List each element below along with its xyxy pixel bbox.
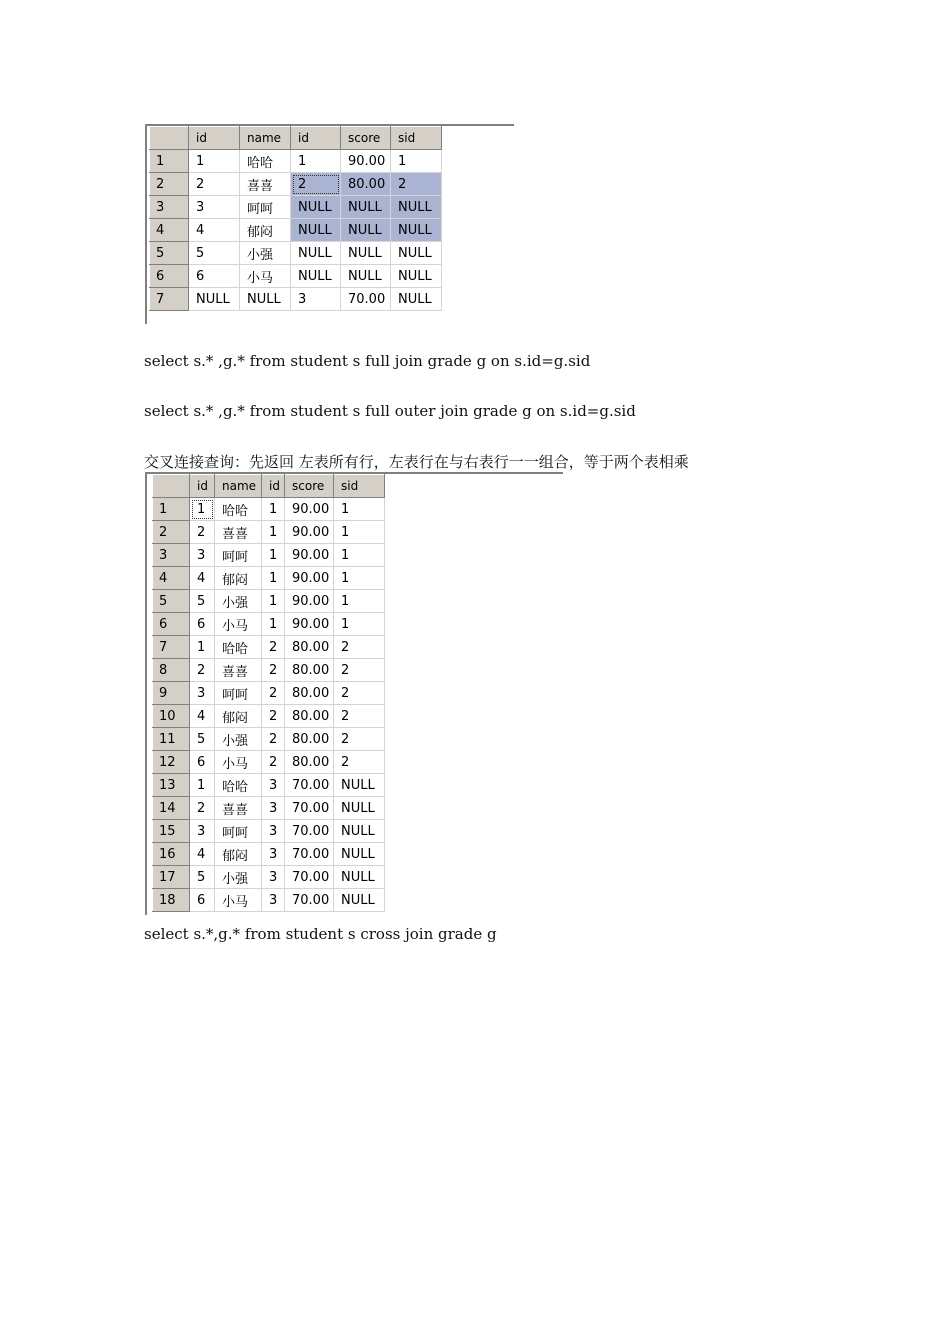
cross-join-sql: select s.*,g.* from student s cross join grade g (144, 925, 497, 943)
table-cell[interactable]: 哈哈 (215, 498, 262, 521)
table-cell[interactable]: 3 (262, 889, 285, 912)
table-cell[interactable]: 4 (190, 567, 215, 590)
table-cell[interactable]: 1 (262, 590, 285, 613)
table-cell[interactable]: 2 (334, 705, 385, 728)
table-row[interactable] (150, 265, 442, 288)
table-row[interactable] (153, 705, 385, 728)
table-row[interactable] (153, 567, 385, 590)
table-cell[interactable]: 70.00 (285, 820, 334, 843)
table-cell[interactable]: 6 (190, 613, 215, 636)
table-cell[interactable]: 小马 (215, 751, 262, 774)
table-cell[interactable]: 喜喜 (215, 659, 262, 682)
table-cell[interactable]: 2 (334, 682, 385, 705)
row-number-cell[interactable]: 9 (153, 682, 190, 705)
table-cell[interactable]: NULL (341, 196, 391, 219)
table-cell[interactable]: NULL (334, 820, 385, 843)
table-cell[interactable]: 小强 (215, 590, 262, 613)
table-cell[interactable]: 2 (262, 705, 285, 728)
table-cell[interactable]: 5 (190, 866, 215, 889)
table-cell[interactable]: 2 (262, 659, 285, 682)
row-number-cell[interactable]: 5 (153, 590, 190, 613)
column-header[interactable]: score (341, 127, 391, 150)
full-join-result-grid (149, 126, 442, 311)
table-cell[interactable]: 小强 (215, 728, 262, 751)
grid2-header-row (153, 475, 385, 498)
table-row[interactable] (153, 544, 385, 567)
table-row[interactable] (153, 682, 385, 705)
table-cell[interactable]: NULL (334, 797, 385, 820)
grid-corner-header[interactable] (153, 475, 190, 498)
table-row[interactable] (153, 636, 385, 659)
table-cell[interactable]: NULL (189, 288, 240, 311)
table-cell[interactable]: 1 (190, 774, 215, 797)
row-number-cell[interactable]: 10 (153, 705, 190, 728)
table-row[interactable] (153, 521, 385, 544)
table-cell[interactable]: 呵呵 (215, 544, 262, 567)
table-cell[interactable]: 2 (190, 521, 215, 544)
table-cell[interactable]: 呵呵 (240, 196, 291, 219)
column-header[interactable]: sid (334, 475, 385, 498)
table-cell[interactable]: 2 (334, 659, 385, 682)
table-row[interactable] (153, 820, 385, 843)
table-cell[interactable]: 1 (262, 544, 285, 567)
table-cell[interactable]: 1 (334, 567, 385, 590)
row-number-cell[interactable]: 3 (153, 544, 190, 567)
table-cell[interactable]: 3 (262, 820, 285, 843)
table-cell[interactable]: 2 (262, 728, 285, 751)
table-cell[interactable]: 2 (262, 636, 285, 659)
table-row[interactable] (153, 774, 385, 797)
table-cell[interactable]: 90.00 (285, 498, 334, 521)
row-number-cell[interactable]: 2 (150, 173, 189, 196)
table-cell[interactable]: 郁闷 (215, 705, 262, 728)
table-row[interactable] (153, 843, 385, 866)
table-cell[interactable]: 80.00 (285, 659, 334, 682)
row-number-cell[interactable]: 7 (150, 288, 189, 311)
full-outer-join-sql: select s.* ,g.* from student s full outer join grade g on s.id=g.sid (144, 402, 636, 420)
table-cell[interactable]: 2 (334, 636, 385, 659)
row-number-cell[interactable]: 7 (153, 636, 190, 659)
cross-join-result-grid (152, 474, 385, 912)
table-cell[interactable]: NULL (291, 196, 341, 219)
table-cell[interactable]: 1 (262, 521, 285, 544)
table-cell[interactable]: 3 (189, 196, 240, 219)
table-cell[interactable]: 2 (189, 173, 240, 196)
table-row[interactable] (150, 288, 442, 311)
row-number-cell[interactable]: 16 (153, 843, 190, 866)
table-cell[interactable]: 4 (190, 843, 215, 866)
table-cell[interactable]: 80.00 (285, 705, 334, 728)
row-number-cell[interactable]: 3 (150, 196, 189, 219)
row-number-cell[interactable]: 12 (153, 751, 190, 774)
table-cell[interactable]: NULL (341, 219, 391, 242)
table-cell[interactable]: 70.00 (285, 797, 334, 820)
table-cell[interactable]: NULL (240, 288, 291, 311)
grid-corner-header[interactable] (150, 127, 189, 150)
table-cell[interactable]: NULL (291, 242, 341, 265)
table-row[interactable] (153, 728, 385, 751)
table-cell[interactable]: 哈哈 (215, 636, 262, 659)
column-header[interactable]: id (291, 127, 341, 150)
table-cell[interactable]: 70.00 (285, 843, 334, 866)
table-cell[interactable]: 1 (190, 498, 215, 521)
table-row[interactable] (150, 196, 442, 219)
table-row[interactable] (153, 797, 385, 820)
table-cell[interactable]: 2 (291, 173, 341, 196)
table-row[interactable] (153, 889, 385, 912)
row-number-cell[interactable]: 13 (153, 774, 190, 797)
row-number-cell[interactable]: 2 (153, 521, 190, 544)
table-cell[interactable]: 3 (262, 866, 285, 889)
table-cell[interactable]: 70.00 (285, 774, 334, 797)
row-number-cell[interactable]: 6 (153, 613, 190, 636)
table-cell[interactable]: 哈哈 (215, 774, 262, 797)
row-number-cell[interactable]: 17 (153, 866, 190, 889)
table-cell[interactable]: 小马 (215, 889, 262, 912)
table-cell[interactable]: 喜喜 (215, 797, 262, 820)
row-number-cell[interactable]: 8 (153, 659, 190, 682)
table-cell[interactable]: NULL (391, 196, 442, 219)
table-cell[interactable]: 80.00 (285, 728, 334, 751)
table-cell[interactable]: 3 (262, 797, 285, 820)
column-header[interactable]: id (189, 127, 240, 150)
table-cell[interactable]: 小马 (215, 613, 262, 636)
table-row[interactable] (153, 590, 385, 613)
table-cell[interactable]: 90.00 (285, 590, 334, 613)
table-cell[interactable]: 90.00 (285, 567, 334, 590)
table-cell[interactable]: 1 (334, 590, 385, 613)
table-cell[interactable]: 3 (291, 288, 341, 311)
table-cell[interactable]: 1 (291, 150, 341, 173)
grid1-left-border (145, 124, 147, 324)
table-cell[interactable]: NULL (334, 889, 385, 912)
table-row[interactable] (153, 659, 385, 682)
table-cell[interactable]: 郁闷 (240, 219, 291, 242)
table-cell[interactable]: 6 (190, 889, 215, 912)
table-row[interactable] (150, 242, 442, 265)
full-join-sql: select s.* ,g.* from student s full join grade g on s.id=g.sid (144, 352, 591, 370)
table-cell[interactable]: 小马 (240, 265, 291, 288)
row-number-cell[interactable]: 15 (153, 820, 190, 843)
table-cell[interactable]: 2 (190, 659, 215, 682)
table-cell[interactable]: 4 (189, 219, 240, 242)
table-cell[interactable]: 1 (262, 613, 285, 636)
table-cell[interactable]: 4 (190, 705, 215, 728)
table-cell[interactable]: NULL (341, 265, 391, 288)
table-cell[interactable]: 1 (190, 636, 215, 659)
table-cell[interactable]: 2 (262, 682, 285, 705)
table-cell[interactable]: 6 (190, 751, 215, 774)
table-cell[interactable]: 3 (190, 544, 215, 567)
table-cell[interactable]: 小强 (215, 866, 262, 889)
table-cell[interactable]: 3 (190, 820, 215, 843)
row-number-cell[interactable]: 1 (153, 498, 190, 521)
column-header[interactable]: sid (391, 127, 442, 150)
row-number-cell[interactable]: 18 (153, 889, 190, 912)
table-row[interactable] (150, 219, 442, 242)
table-cell[interactable]: 小强 (240, 242, 291, 265)
column-header[interactable]: score (285, 475, 334, 498)
column-header[interactable]: name (240, 127, 291, 150)
row-number-cell[interactable]: 5 (150, 242, 189, 265)
table-cell[interactable]: 5 (190, 590, 215, 613)
grid2-left-border (145, 472, 147, 915)
table-cell[interactable]: 80.00 (285, 636, 334, 659)
table-cell[interactable]: NULL (291, 219, 341, 242)
table-cell[interactable]: 6 (189, 265, 240, 288)
cross-join-description: 交叉连接查询：先返回 左表所有行，左表行在与右表行一一组合，等于两个表相乘 (144, 453, 689, 471)
table-cell[interactable]: 郁闷 (215, 843, 262, 866)
table-cell[interactable]: 1 (189, 150, 240, 173)
table-cell[interactable]: 1 (334, 613, 385, 636)
table-cell[interactable]: 1 (262, 567, 285, 590)
row-number-cell[interactable]: 6 (150, 265, 189, 288)
table-cell[interactable]: 90.00 (285, 613, 334, 636)
table-cell[interactable]: NULL (291, 265, 341, 288)
table-cell[interactable]: NULL (334, 866, 385, 889)
table-cell[interactable]: NULL (341, 242, 391, 265)
row-number-cell[interactable]: 11 (153, 728, 190, 751)
table-cell[interactable]: 郁闷 (215, 567, 262, 590)
table-row[interactable] (153, 498, 385, 521)
table-cell[interactable]: 1 (334, 521, 385, 544)
table-cell[interactable]: 2 (334, 751, 385, 774)
table-cell[interactable]: NULL (391, 265, 442, 288)
table-cell[interactable]: 1 (391, 150, 442, 173)
table-cell[interactable]: 80.00 (285, 751, 334, 774)
table-cell[interactable]: 5 (189, 242, 240, 265)
table-cell[interactable]: 70.00 (285, 889, 334, 912)
row-number-cell[interactable]: 4 (150, 219, 189, 242)
grid1-header-row (150, 127, 442, 150)
table-cell[interactable]: 3 (190, 682, 215, 705)
table-cell[interactable]: 2 (262, 751, 285, 774)
row-number-cell[interactable]: 14 (153, 797, 190, 820)
table-cell[interactable]: 80.00 (341, 173, 391, 196)
table-cell[interactable]: NULL (391, 242, 442, 265)
table-cell[interactable]: 喜喜 (240, 173, 291, 196)
table-cell[interactable]: 3 (262, 843, 285, 866)
table-row[interactable] (153, 751, 385, 774)
table-cell[interactable]: NULL (334, 843, 385, 866)
table-cell[interactable]: 70.00 (341, 288, 391, 311)
table-cell[interactable]: 哈哈 (240, 150, 291, 173)
table-row[interactable] (153, 866, 385, 889)
table-cell[interactable]: 90.00 (341, 150, 391, 173)
table-row[interactable] (153, 613, 385, 636)
table-row[interactable] (150, 150, 442, 173)
table-cell[interactable]: 呵呵 (215, 682, 262, 705)
table-cell[interactable]: 1 (262, 498, 285, 521)
table-cell[interactable]: NULL (334, 774, 385, 797)
table-cell[interactable]: 1 (334, 544, 385, 567)
table-cell[interactable]: 80.00 (285, 682, 334, 705)
table-cell[interactable]: 3 (262, 774, 285, 797)
row-number-cell[interactable]: 1 (150, 150, 189, 173)
table-cell[interactable]: 90.00 (285, 521, 334, 544)
table-cell[interactable]: 2 (334, 728, 385, 751)
table-cell[interactable]: 2 (190, 797, 215, 820)
table-cell[interactable]: 呵呵 (215, 820, 262, 843)
column-header[interactable]: name (215, 475, 262, 498)
table-cell[interactable]: 喜喜 (215, 521, 262, 544)
column-header[interactable]: id (262, 475, 285, 498)
table-cell[interactable]: NULL (391, 288, 442, 311)
column-header[interactable]: id (190, 475, 215, 498)
row-number-cell[interactable]: 4 (153, 567, 190, 590)
table-row[interactable] (150, 173, 442, 196)
table-cell[interactable]: 90.00 (285, 544, 334, 567)
table-cell[interactable]: 5 (190, 728, 215, 751)
table-cell[interactable]: 2 (391, 173, 442, 196)
table-cell[interactable]: 1 (334, 498, 385, 521)
table-cell[interactable]: 70.00 (285, 866, 334, 889)
table-cell[interactable]: NULL (391, 219, 442, 242)
